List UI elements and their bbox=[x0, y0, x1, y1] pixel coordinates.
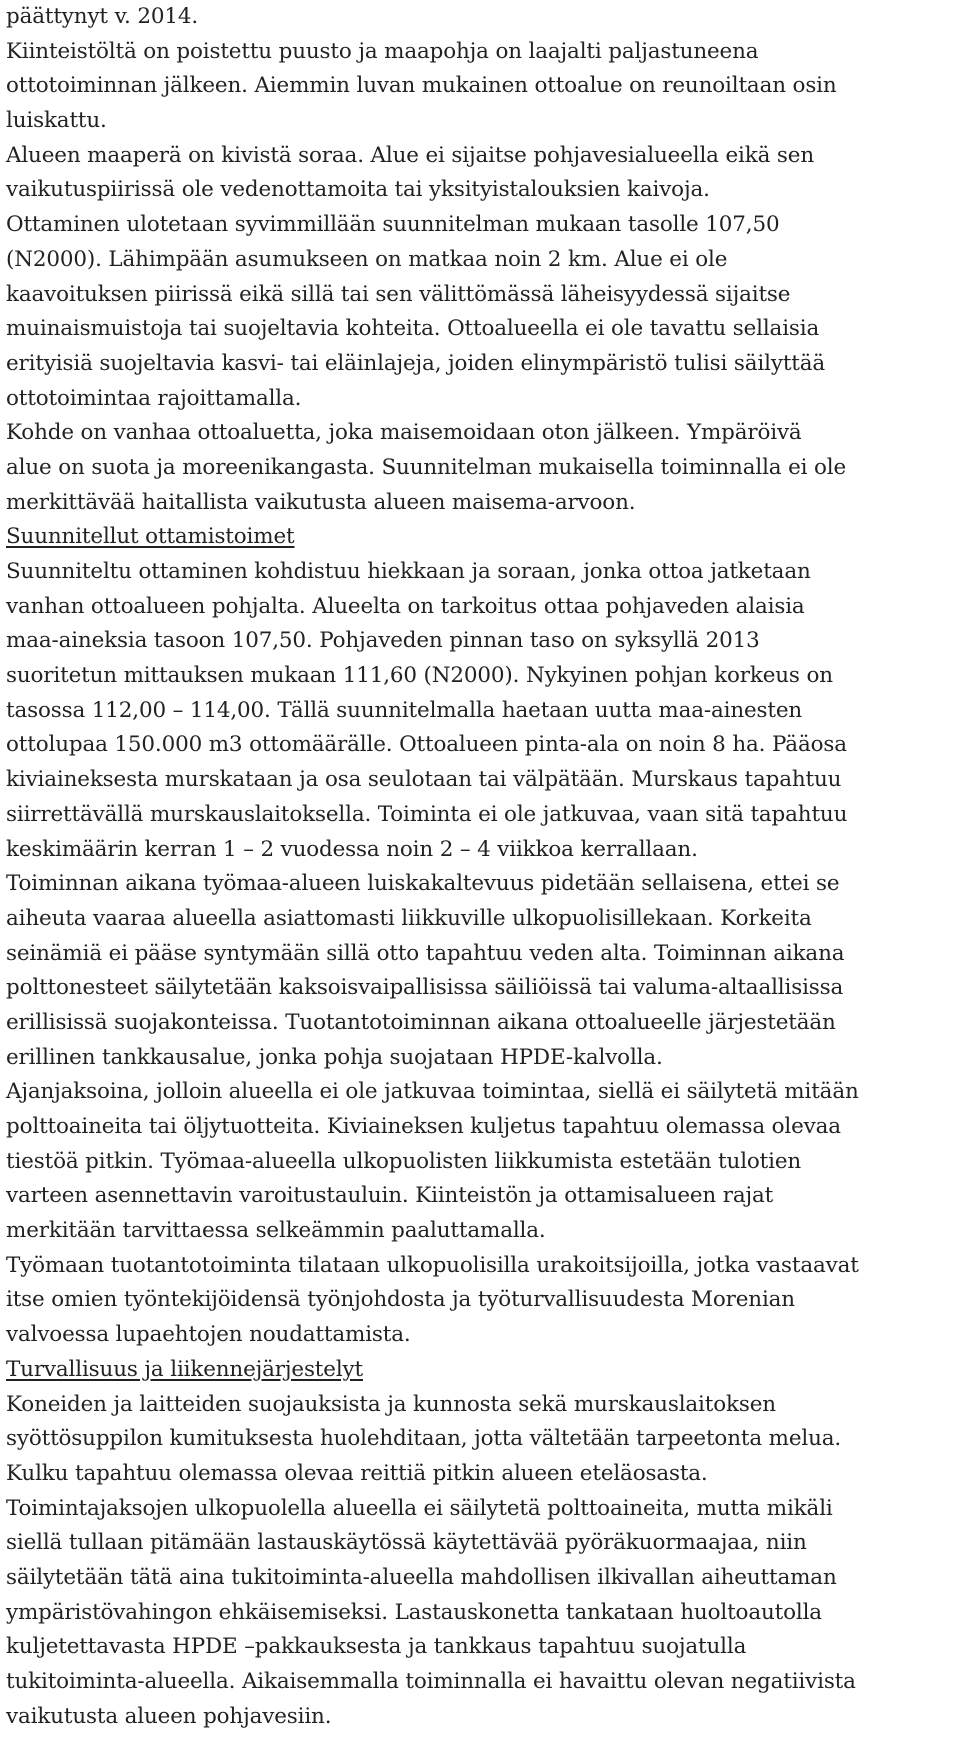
text-line: siirrettävällä murskauslaitoksella. Toiminta ei ole jatkuvaa, vaan sitä tapahtuu bbox=[6, 801, 848, 827]
text-line: alue on suota ja moreenikangasta. Suunnitelman mukaisella toiminnalla ei ole bbox=[6, 454, 847, 480]
text-line: erillinen tankkausalue, jonka pohja suojataan HPDE-kalvolla. bbox=[6, 1044, 663, 1070]
text-line: ympäristövahingon ehkäisemiseksi. Lastauskonetta tankataan huoltoautolla bbox=[6, 1599, 822, 1625]
text-line: kuljetettavasta HPDE –pakkauksesta ja tankkaus tapahtuu suojatulla bbox=[6, 1634, 747, 1660]
text-line: ottotoiminnan jälkeen. Aiemmin luvan mukainen ottoalue on reunoiltaan osin bbox=[6, 73, 837, 99]
text-line: polttonesteet säilytetään kaksoisvaipallisissa säiliöissä tai valuma-altaallisissa bbox=[6, 975, 844, 1001]
text-line: seinämiä ei pääse syntymään sillä otto tapahtuu veden alta. Toiminnan aikana bbox=[6, 940, 845, 966]
text-line: maa-aineksia tasoon 107,50. Pohjaveden pinnan taso on syksyllä 2013 bbox=[6, 628, 760, 654]
text-line: säilytetään tätä aina tukitoiminta-alueella mahdollisen ilkivallan aiheuttaman bbox=[6, 1564, 837, 1590]
text-line: siellä tullaan pitämään lastauskäytössä käytettävää pyöräkuormaajaa, niin bbox=[6, 1530, 807, 1556]
text-line: varteen asennettavin varoitustauluin. Kiinteistön ja ottamisalueen rajat bbox=[6, 1183, 774, 1209]
text-line: Toimintajaksojen ulkopuolella alueella ei säilytetä polttoaineita, mutta mikäli bbox=[6, 1495, 833, 1521]
text-line: tasossa 112,00 – 114,00. Tällä suunnitelmalla haetaan uutta maa-ainesten bbox=[6, 697, 803, 723]
text-line: Suunniteltu ottaminen kohdistuu hiekkaan ja soraan, jonka ottoa jatketaan bbox=[6, 559, 811, 584]
text-line: kiviaineksesta murskataan ja osa seulotaan tai välpätään. Murskaus tapahtuu bbox=[6, 767, 842, 793]
text-line: erityisiä suojeltavia kasvi- tai eläinlajeja, joiden elinympäristö tulisi säilyttää bbox=[6, 350, 826, 376]
text-line: aiheuta vaaraa alueella asiattomasti liikkuville ulkopuolisillekaan. Korkeita bbox=[6, 905, 812, 931]
text-line: valvoessa lupaehtojen noudattamista. bbox=[6, 1322, 411, 1348]
text-line: vanhan ottoalueen pohjalta. Alueelta on tarkoitus ottaa pohjaveden alaisia bbox=[6, 593, 805, 619]
document-page bbox=[6, 0, 956, 1734]
text-line: vaikutusta alueen pohjavesiin. bbox=[6, 1703, 332, 1729]
text-line: muinaismuistoja tai suojeltavia kohteita. Ottoalueella ei ole tavattu sellaisia bbox=[6, 316, 820, 342]
text-line: Alueen maaperä on kivistä soraa. Alue ei sijaitse pohjavesialueella eikä sen bbox=[6, 142, 815, 168]
text-line: Toiminnan aikana työmaa-alueen luiskakaltevuus pidetään sellaisena, ettei se bbox=[6, 871, 840, 897]
text-line: Työmaan tuotantotoiminta tilataan ulkopuolisilla urakoitsijoilla, jotka vastaavat bbox=[6, 1252, 859, 1278]
text-line: ottotoimintaa rajoittamalla. bbox=[6, 385, 302, 411]
text-line: kaavoituksen piirissä eikä sillä tai sen välittömässä läheisyydessä sijaitse bbox=[6, 281, 791, 307]
text-line: vaikutuspiirissä ole vedenottamoita tai yksityistalouksien kaivoja. bbox=[6, 177, 710, 203]
text-line: Kohde on vanhaa ottoaluetta, joka maisemoidaan oton jälkeen. Ympäröivä bbox=[6, 420, 802, 446]
text-line: Kulku tapahtuu olemassa olevaa reittiä pitkin alueen eteläosasta. bbox=[6, 1460, 708, 1486]
text-line: ottolupaa 150.000 m3 ottomäärälle. Ottoalueen pinta-ala on noin 8 ha. Pääosa bbox=[6, 732, 847, 758]
text-line: syöttösuppilon kumituksesta huolehditaan, jotta vältetään tarpeetonta melua. bbox=[6, 1426, 842, 1452]
text-line: päättynyt v. 2014. bbox=[6, 4, 199, 29]
text-line: itse omien työntekijöidensä työnjohdosta ja työturvallisuudesta Morenian bbox=[6, 1287, 795, 1313]
text-line: Ottaminen ulotetaan syvimmillään suunnitelman mukaan tasolle 107,50 bbox=[6, 212, 780, 238]
text-line: Koneiden ja laitteiden suojauksista ja kunnosta sekä murskauslaitoksen bbox=[6, 1391, 776, 1417]
text-line: (N2000). Lähimpään asumukseen on matkaa noin 2 km. Alue ei ole bbox=[6, 246, 728, 272]
text-line: erillisissä suojakonteissa. Tuotantotoiminnan aikana ottoalueelle järjestetään bbox=[6, 1009, 836, 1035]
text-line: merkittävää haitallista vaikutusta alueen maisema-arvoon. bbox=[6, 489, 636, 515]
section-heading: Turvallisuus ja liikennejärjestelyt bbox=[6, 1356, 363, 1382]
section-heading: Suunnitellut ottamistoimet bbox=[6, 524, 295, 550]
text-line: luiskattu. bbox=[6, 108, 107, 134]
text-line: keskimäärin kerran 1 – 2 vuodessa noin 2 – 4 viikkoa kerrallaan. bbox=[6, 836, 698, 862]
text-line: merkitään tarvittaessa selkeämmin paaluttamalla. bbox=[6, 1218, 546, 1244]
text-line: polttoaineita tai öljytuotteita. Kiviaineksen kuljetus tapahtuu olemassa olevaa bbox=[6, 1114, 841, 1139]
text-line: Ajanjaksoina, jolloin alueella ei ole jatkuvaa toimintaa, siellä ei säilytetä mitään bbox=[6, 1079, 859, 1105]
text-line: Kiinteistöltä on poistettu puusto ja maapohja on laajalti paljastuneena bbox=[6, 38, 759, 64]
text-line: tiestöä pitkin. Työmaa-alueella ulkopuolisten liikkumista estetään tulotien bbox=[6, 1148, 802, 1174]
text-line: tukitoiminta-alueella. Aikaisemmalla toiminnalla ei havaittu olevan negatiivista bbox=[6, 1669, 856, 1694]
text-line: suoritetun mittauksen mukaan 111,60 (N2000). Nykyinen pohjan korkeus on bbox=[6, 663, 833, 689]
